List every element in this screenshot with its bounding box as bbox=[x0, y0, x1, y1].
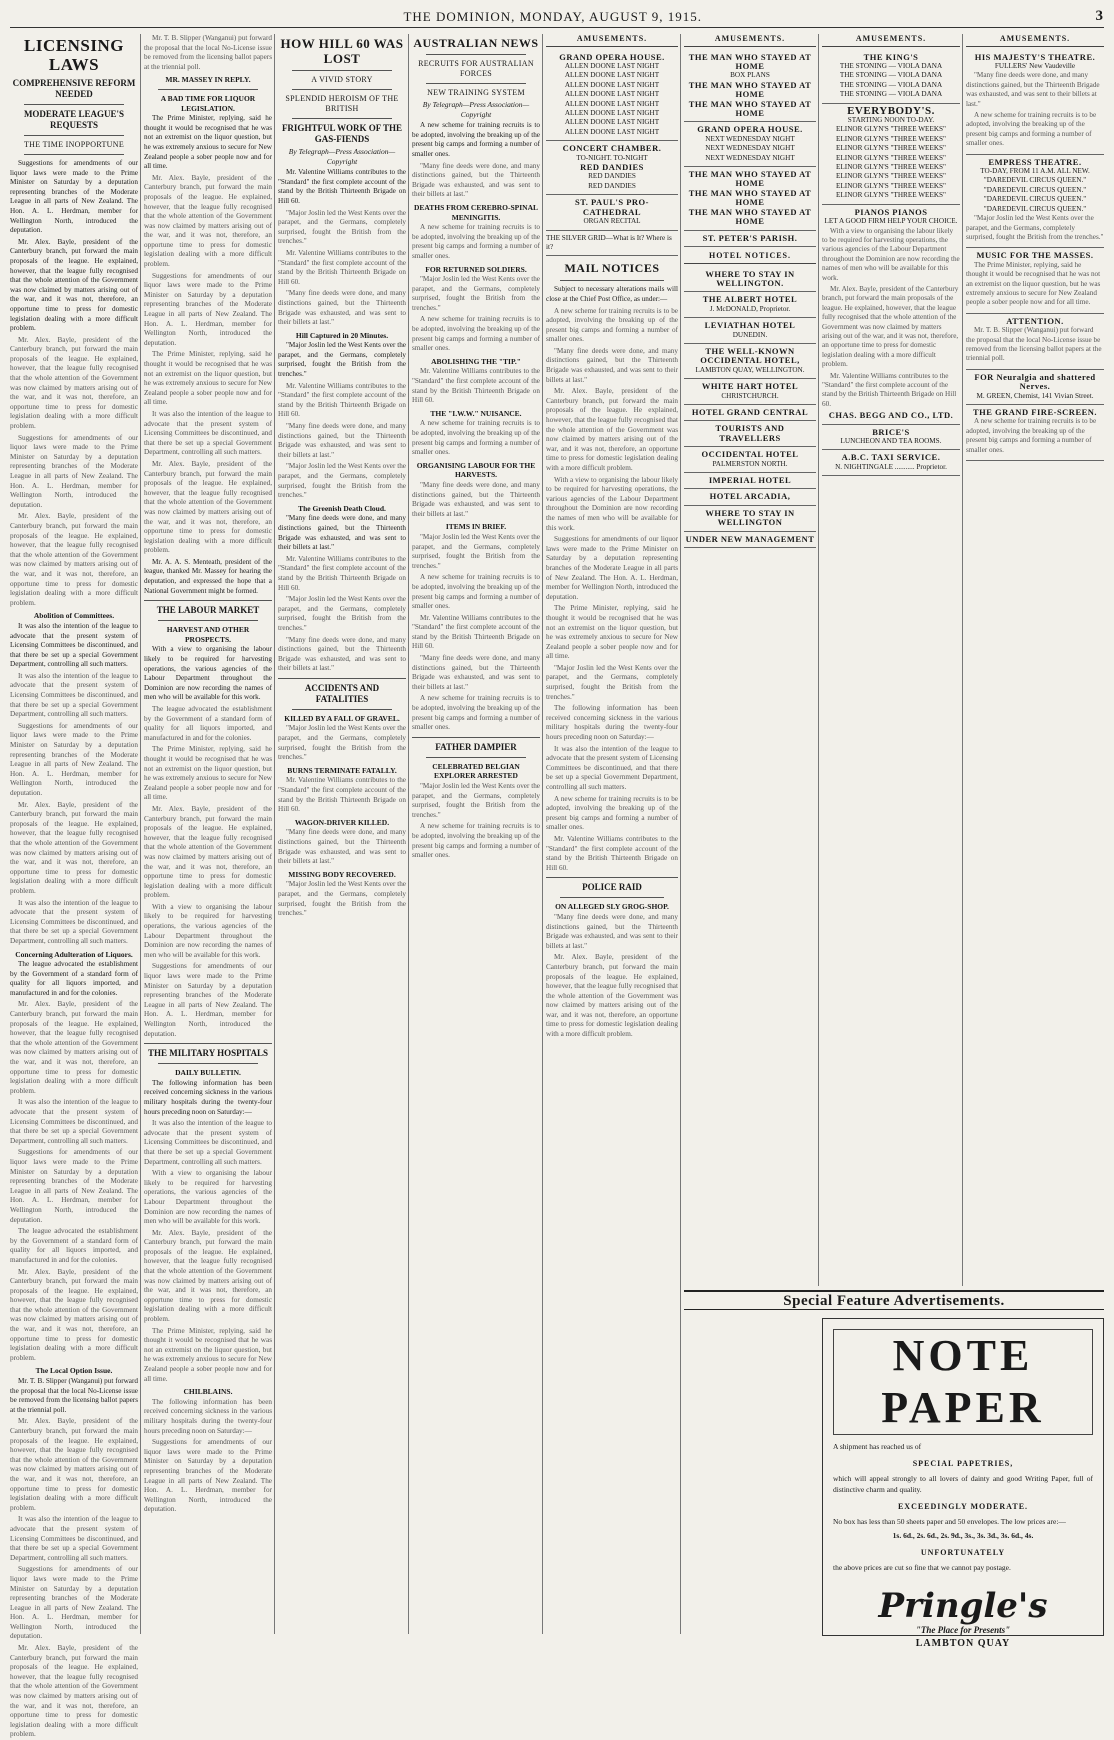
section-heading: DEATHS FROM CEREBRO-SPINAL MENINGITIS. bbox=[413, 202, 539, 222]
section-header: HOTEL NOTICES. bbox=[684, 251, 816, 264]
article-paragraph: Mr. Valentine Williams contributes to the "Standard" the first complete account of the stand by the British Thirteenth Brigade on Hill 60. bbox=[412, 367, 540, 405]
advertisement bbox=[684, 231, 816, 247]
article-subhead: COMPREHENSIVE REFORM NEEDED bbox=[12, 78, 136, 99]
ad-line: THE STONING — VIOLA DANA bbox=[839, 80, 943, 89]
ad-line: ALLEN DOONE LAST NIGHT bbox=[564, 118, 660, 127]
article-paragraph: A new scheme for training recruits is to be adopted, involving the breaking up of the present big camps and forming a number of smaller ones. bbox=[412, 121, 540, 158]
ad-title: THE WELL-KNOWN OCCIDENTAL HOTEL, bbox=[700, 345, 800, 366]
ad-line: A shipment has reached us of bbox=[833, 1442, 922, 1451]
article-paragraph: "Major Joslin led the West Kents over the parapet, and the Germans, completely surprised, fought the British from the trenches." bbox=[546, 663, 678, 701]
ad-title: THE MAN WHO STAYED AT HOME bbox=[688, 169, 812, 189]
ad-title: HOTEL GRAND CENTRAL bbox=[691, 406, 809, 417]
article-paragraph: Suggestions for amendments of our liquor laws were made to the Prime Minister on Saturday by a deputation representing branches of the Moderate League in all parts of New Zealand. The Hon. A. L. Herdman, member for Wellington North, introduced the deputation. bbox=[144, 962, 272, 1038]
article-headline: ACCIDENTS AND FATALITIES bbox=[304, 682, 380, 704]
article-paragraph: Suggestions for amendments of our liquor laws were made to the Prime Minister on Saturday by a deputation representing branches of the Moderate League in all parts of New Zealand. The Hon. A. L. Herdman, member for Wellington North, introduced the deputation. bbox=[144, 1438, 272, 1514]
article-paragraph: "Many fine deeds were done, and many distinctions gained, but the Thirteenth Brigade was exhausted, and was sent to their billets at last." bbox=[278, 422, 406, 459]
article-paragraph: Suggestions for amendments of our liquor laws were made to the Prime Minister on Saturday by a deputation representing branches of the Moderate League in all parts of New Zealand. The Hon. A. L. Herdman, member for Wellington North, introduced the deputation. bbox=[10, 1148, 138, 1224]
advertisement bbox=[684, 473, 816, 489]
ad-line: ELINOR GLYN'S "THREE WEEKS" bbox=[836, 153, 946, 162]
ad-line: No box has less than 50 sheets paper and 50 envelopes. The low prices are:— bbox=[833, 1517, 1066, 1526]
ad-line: NEXT WEDNESDAY NIGHT bbox=[705, 134, 795, 143]
article-paragraph: A new scheme for training recruits is to be adopted, involving the breaking up of the present big camps and forming a number of smaller ones. bbox=[546, 794, 678, 832]
advertisement bbox=[684, 318, 816, 344]
article-paragraph: "Major Joslin led the West Kents over the parapet, and the Germans, completely surprised, fought the British from the trenches." bbox=[278, 208, 406, 246]
ad-title: THE MAN WHO STAYED AT HOME bbox=[688, 187, 812, 208]
column-rule bbox=[274, 34, 275, 1634]
ad-title: ST. PETER'S PARISH. bbox=[702, 232, 798, 243]
ad-body: With a view to organising the labour likely to be required for harvesting operations, the various agencies of the Labour Department throughout the Dominion are now recording the names of men who will be available for this work. bbox=[822, 226, 960, 282]
ad-line: ALLEN DOONE LAST NIGHT bbox=[564, 71, 660, 80]
article-subhead: MODERATE LEAGUE'S REQUESTS bbox=[23, 109, 125, 130]
ad-title: WHERE TO STAY IN WELLINGTON bbox=[705, 507, 795, 528]
advertisement bbox=[822, 50, 960, 104]
ad-line: "DAREDEVIL CIRCUS QUEEN." bbox=[983, 195, 1087, 204]
article-headline: FATHER DAMPIER bbox=[435, 741, 517, 752]
article-paragraph: "Many fine deeds were done, and many distinctions gained, but the Thirteenth Brigade was exhausted, and was sent to their billets at last." bbox=[412, 161, 540, 199]
ad-line: FULLERS' New Vaudeville bbox=[994, 62, 1076, 70]
article-paragraph: "Many fine deeds were done, and many distinctions gained, but the Thirteenth Brigade was exhausted, and was sent to their billets at last." bbox=[278, 289, 406, 327]
article-paragraph: Mr. Alex. Bayle, president of the Canterbury branch, put forward the main proposals of the league. He explained, however, that the league fully recognised that the whole attention of the Government was now claimed by matters arising out of the war, and it was not, therefore, an opportune time to press for domestic legislation dealing with a more difficult problem. bbox=[144, 1228, 272, 1324]
article-paragraph: "Major Joslin led the West Kents over the parapet, and the Germans, completely surprised, fought the British from the trenches." bbox=[278, 880, 406, 918]
article-paragraph: The Prime Minister, replying, said he thought it would be recognised that he was not an extremist on the liquor question, but he was extremely anxious to secure for New Zealand people a sober people now and for all time. bbox=[144, 350, 272, 407]
ad-line: CHRISTCHURCH. bbox=[721, 391, 779, 400]
ad-body: A new scheme for training recruits is to be adopted, involving the breaking up of the present big camps and forming a number of smaller ones. bbox=[966, 417, 1097, 454]
column-rule bbox=[542, 34, 543, 1634]
ad-title: THE ALBERT HOTEL bbox=[702, 294, 798, 305]
ad-title: WHERE TO STAY IN WELLINGTON. bbox=[705, 268, 795, 288]
ad-line: ALLEN DOONE LAST NIGHT bbox=[564, 80, 660, 89]
article-paragraph: Mr. Alex. Bayle, president of the Canterbury branch, put forward the main proposals of the league. He explained, however, that the league fully recognised that the whole attention of the Government was now claimed by matters arising out of the war, and it was not, therefore, an opportune time to press for domestic legislation dealing with a more difficult problem. bbox=[10, 512, 138, 607]
section-heading: WAGON-DRIVER KILLED. bbox=[294, 817, 390, 827]
ad-line: THE SILVER GRID—What is It? Where is it? bbox=[546, 233, 672, 251]
article-paragraph: Mr. Alex. Bayle, president of the Canterbury branch, put forward the main proposals of the league. He explained, however, that the league fully recognised that the whole attention of the Government was now claimed by matters arising out of the war, and it was not, therefore, an opportune time to press for domestic legislation dealing with a more difficult problem. bbox=[546, 953, 678, 1039]
ad-line: LAMBTON QUAY, WELLINGTON. bbox=[695, 365, 805, 374]
section-heading: HARVEST AND OTHER PROSPECTS. bbox=[166, 625, 250, 644]
ad-title: CONCERT CHAMBER. bbox=[562, 143, 662, 154]
ad-line: LUNCHEON AND TEA ROOMS. bbox=[840, 437, 942, 446]
article-paragraph: A new scheme for training recruits is to be adopted, involving the breaking up of the present big camps and forming a number of smaller ones. bbox=[412, 223, 540, 260]
article-paragraph: A new scheme for training recruits is to be adopted, involving the breaking up of the present big camps and forming a number of smaller ones. bbox=[412, 822, 540, 860]
ad-line: ALLEN DOONE LAST NIGHT bbox=[564, 127, 660, 136]
ad-title: MUSIC FOR THE MASSES. bbox=[976, 250, 1094, 261]
section-heading: Concerning Adulteration of Liquors. bbox=[15, 949, 133, 959]
article-paragraph: A new scheme for training recruits is to be adopted, involving the breaking up of the present big camps and forming a number of smaller ones. bbox=[546, 306, 678, 344]
advertisement bbox=[966, 50, 1104, 155]
section-heading: FOR RETURNED SOLDIERS. bbox=[425, 264, 527, 274]
advertisement bbox=[966, 248, 1104, 313]
advertisement bbox=[684, 421, 816, 447]
article-paragraph: "Major Joslin led the West Kents over the parapet, and the Germans, completely surprised, fought the British from the trenches." bbox=[412, 532, 540, 570]
advertisement bbox=[684, 405, 816, 421]
column-rule bbox=[408, 34, 409, 1634]
ad-title: THE MAN WHO STAYED AT HOME bbox=[688, 98, 812, 119]
ad-line: M. GREEN, Chemist, 141 Vivian Street. bbox=[976, 391, 1094, 400]
column-australian-news bbox=[412, 34, 540, 1640]
article-paragraph: "Major Joslin led the West Kents over the parapet, and the Germans, completely surprised, fought the British from the trenches." bbox=[278, 724, 406, 762]
column-amusements-pianos bbox=[822, 34, 960, 1284]
ad-tagline: "The Place for Presents" bbox=[915, 1625, 1011, 1635]
advertisement bbox=[822, 104, 960, 205]
article-paragraph: It was also the intention of the league to advocate that the present system of Licensing Committees be discontinued, and that there be set up a special Government Department, controlling all such matters. bbox=[10, 1515, 138, 1562]
advertisement bbox=[822, 450, 960, 476]
advertisement bbox=[546, 231, 678, 257]
article-paragraph: The Prime Minister, replying, said he thought it would be recognised that he was not an extremist on the liquor question, but he was extremely anxious to secure for New Zealand people a sober people now and for all time. bbox=[144, 114, 272, 171]
advertisement bbox=[966, 370, 1104, 405]
article-paragraph: "Major Joslin led the West Kents over the parapet, and the Germans, completely surprised, fought the British from the trenches." bbox=[412, 275, 540, 312]
article-paragraph: Mr. Alex. Bayle, president of the Canterbury branch, put forward the main proposals of the league. He explained, however, that the league fully recognised that the whole attention of the Government was now claimed by matters arising out of the war, and it was not, therefore, an opportune time to press for domestic legislation dealing with a more difficult problem. bbox=[144, 173, 272, 269]
article-subhead: THE TIME INOPPORTUNE bbox=[23, 140, 125, 149]
article-paragraph: Mr. Valentine Williams contributes to the "Standard" the first complete account of the stand by the British Thirteenth Brigade on Hill 60. bbox=[412, 613, 540, 651]
article-headline: HOW HILL 60 WAS LOST bbox=[280, 36, 404, 66]
ad-line: the above prices are cut so fine that we cannot pay postage. bbox=[833, 1563, 1011, 1572]
article-paragraph: Mr. Alex. Bayle, president of the Canterbury branch, put forward the main proposals of the league. He explained, however, that the league fully recognised that the whole attention of the Government was now claimed by matters arising out of the war, and it was not, therefore, an opportune time to press for domestic legislation dealing with a more difficult problem. bbox=[144, 459, 272, 555]
section-heading: THE "I.W.W." NUISANCE. bbox=[430, 408, 522, 418]
article-subhead: SPLENDID HEROISM OF THE BRITISH bbox=[285, 94, 399, 113]
ad-line: "DAREDEVIL CIRCUS QUEEN." bbox=[983, 185, 1087, 194]
advertisement bbox=[546, 195, 678, 230]
article-paragraph: With a view to organising the labour likely to be required for harvesting operations, the various agencies of the Labour Department throughout the Dominion are now recording the names of men who will be available for this work. bbox=[546, 475, 678, 532]
article-paragraph: Suggestions for amendments of our liquor laws were made to the Prime Minister on Saturday by a deputation representing branches of the Moderate League in all parts of New Zealand. The Hon. A. L. Herdman, member for Wellington North, introduced the deputation. bbox=[10, 159, 138, 235]
ad-line: RED DANDIES bbox=[588, 181, 636, 190]
article-headline: AUSTRALIAN NEWS bbox=[413, 36, 539, 50]
ad-title: ATTENTION. bbox=[1006, 315, 1064, 326]
ad-title: WHITE HART HOTEL bbox=[701, 381, 799, 392]
article-paragraph: "Many fine deeds were done, and many distinctions gained, but the Thirteenth Brigade was exhausted, and was sent to their billets at last." bbox=[546, 346, 678, 384]
article-paragraph: "Major Joslin led the West Kents over the parapet, and the Germans, completely surprised, fought the British from the trenches." bbox=[278, 595, 406, 632]
article-paragraph: Mr. Alex. Bayle, president of the Canterbury branch, put forward the main proposals of the league. He explained, however, that the league fully recognised that the whole attention of the Government was now claimed by matters arising out of the war, and it was not, therefore, an opportune time to press for domestic legislation dealing with a more difficult problem. bbox=[10, 1644, 138, 1739]
advertisement bbox=[684, 167, 816, 230]
article-paragraph: Mr. Alex. Bayle, president of the Canterbury branch, put forward the main proposals of the league. He explained, however, that the league fully recognised that the whole attention of the Government was now claimed by matters arising out of the war, and it was not, therefore, an opportune time to press for domestic legislation dealing with a more difficult problem. bbox=[144, 804, 272, 900]
article-paragraph: "Major Joslin led the West Kents over the parapet, and the Germans, completely surprised, fought the British from the trenches." bbox=[278, 341, 406, 379]
ad-line: THE STONING — VIOLA DANA bbox=[839, 71, 943, 80]
advertisement bbox=[684, 506, 816, 532]
ad-title: HIS MAJESTY'S THEATRE. bbox=[974, 51, 1096, 62]
ad-title: THE MAN WHO STAYED AT HOME bbox=[688, 79, 812, 100]
article-paragraph: The league advocated the establishment by the Government of a standard form of quality for all liquors imported, and manufactured in and for the colonies. bbox=[10, 960, 138, 997]
ad-title: BRICE'S bbox=[872, 426, 910, 437]
ad-line: N. NIGHTINGALE ........... Proprietor. bbox=[835, 462, 947, 471]
ad-body: The Prime Minister, replying, said he thought it would be recognised that he was not an extremist on the liquor question, but he was extremely anxious to secure for New Zealand people a sober people now and for all time. bbox=[966, 260, 1101, 307]
article-paragraph: Mr. Valentine Williams contributes to the "Standard" the first complete account of the stand by the British Thirteenth Brigade on Hill 60. bbox=[278, 554, 406, 592]
section-heading: BURNS TERMINATE FATALLY. bbox=[287, 765, 397, 775]
ad-line: ELINOR GLYN'S "THREE WEEKS" bbox=[836, 144, 946, 153]
article-paragraph: The following information has been received concerning sickness in the various military hospitals during the twenty-four hours preceding noon on Saturday:— bbox=[144, 1078, 272, 1116]
ad-body: A new scheme for training recruits is to be adopted, involving the breaking up of the present big camps and forming a number of smaller ones. bbox=[966, 111, 1097, 148]
ad-title: GRAND OPERA HOUSE. bbox=[559, 51, 665, 62]
article-paragraph: Mr. Alex. Bayle, president of the Canterbury branch, put forward the main proposals of the league. He explained, however, that the league fully recognised that the whole attention of the Government was now claimed by matters arising out of the war, and it was not, therefore, an opportune time to press for domestic legislation dealing with a more difficult problem. bbox=[10, 1000, 138, 1095]
page-number: 3 bbox=[1095, 8, 1104, 24]
article-paragraph: Mr. Alex. Bayle, president of the Canterbury branch, put forward the main proposals of the league. He explained, however, that the league fully recognised that the whole attention of the Government was now claimed by matters arising out of the war, and it was not, therefore, an opportune time to press for domestic legislation dealing with a more difficult problem. bbox=[546, 387, 678, 472]
ad-title: EVERYBODY'S. bbox=[847, 104, 935, 117]
ad-line: J. McDONALD, Proprietor. bbox=[709, 304, 791, 313]
article-paragraph: It was also the intention of the league to advocate that the present system of Licensing Committees be discontinued, and that there be set up a special Government Department, controlling all such matters. bbox=[10, 898, 138, 945]
article-paragraph: With a view to organising the labour likely to be required for harvesting operations, the various agencies of the Labour Department throughout the Dominion are now recording the names of men who will be available for this work. bbox=[144, 1169, 272, 1226]
section-header: AMUSEMENTS. bbox=[546, 34, 678, 47]
article-headline: POLICE RAID bbox=[582, 882, 642, 893]
section-heading: ABOLISHING THE "TIP." bbox=[431, 356, 521, 366]
ad-title: OCCIDENTAL HOTEL bbox=[701, 449, 799, 460]
article-paragraph: "Many fine deeds were done, and many distinctions gained, but the Thirteenth Brigade was exhausted, and was sent to their billets at last." bbox=[412, 654, 540, 691]
article-paragraph: Mr. T. B. Slipper (Wanganui) put forward the proposal that the local No-License issue be removed from the licensing ballot papers at the triennial poll. bbox=[144, 34, 272, 71]
section-heading: MISSING BODY RECOVERED. bbox=[288, 869, 396, 879]
article-paragraph: The league advocated the establishment by the Government of a standard form of quality for all liquors imported, and manufactured in and for the colonies. bbox=[144, 705, 272, 742]
article-paragraph: A new scheme for training recruits is to be adopted, involving the breaking up of the present big camps and forming a number of smaller ones. bbox=[412, 573, 540, 611]
ad-line: THE STONING — VIOLA DANA bbox=[839, 90, 943, 99]
section-heading: A BAD TIME FOR LIQUOR LEGISLATION. bbox=[160, 93, 256, 113]
article-paragraph: Mr. Alex. Bayle, president of the Canterbury branch, put forward the main proposals of the league. He explained, however, that the league fully recognised that the whole attention of the Government was now claimed by matters arising out of the war, and it was not, therefore, an opportune time to press for domestic legislation dealing with a more difficult problem. bbox=[10, 1267, 138, 1362]
ad-line: ELINOR GLYN'S "THREE WEEKS" bbox=[836, 134, 946, 143]
column-amusements-mail bbox=[546, 34, 678, 1640]
section-heading: Abolition of Committees. bbox=[33, 611, 115, 621]
ad-title: THE GRAND FIRE-SCREEN. bbox=[972, 407, 1098, 417]
article-subhead: NEW TRAINING SYSTEM bbox=[427, 88, 525, 97]
article-paragraph: It was also the intention of the league to advocate that the present system of Licensing Committees be discontinued, and that there be set up a special Government Department, controlling all such matters. bbox=[144, 409, 272, 457]
ad-line: LET A GOOD FIRM HELP YOUR CHOICE. bbox=[824, 217, 958, 226]
article-paragraph: Suggestions for amendments of our liquor laws were made to the Prime Minister on Saturday by a deputation representing branches of the Moderate League in all parts of New Zealand. The Hon. A. L. Herdman, member for Wellington North, introduced the deputation. bbox=[10, 1565, 138, 1641]
column-rule bbox=[818, 34, 819, 1286]
article-paragraph: Mr. Valentine Williams contributes to the "Standard" the first complete account of the stand by the British Thirteenth Brigade on Hill 60. bbox=[278, 248, 406, 286]
ad-line: DUNEDIN. bbox=[732, 330, 768, 339]
article-paragraph: "Many fine deeds were done, and many distinctions gained, but the Thirteenth Brigade was exhausted, and was sent to their billets at last." bbox=[412, 480, 540, 518]
ad-line: ORGAN RECITAL bbox=[583, 217, 641, 226]
ad-line: THE STONING — VIOLA DANA bbox=[839, 62, 943, 70]
article-paragraph: It was also the intention of the league to advocate that the present system of Licensing Committees be discontinued, and that there be set up a special Government Department, controlling all such matters. bbox=[546, 744, 678, 791]
ad-line: NEXT WEDNESDAY NIGHT bbox=[705, 153, 795, 162]
advertisement bbox=[822, 425, 960, 451]
ad-caption: EXCEEDINGLY MODERATE. bbox=[897, 1502, 1029, 1511]
ad-address: LAMBTON QUAY bbox=[915, 1638, 1011, 1649]
article-paragraph: Mr. A. A. S. Menteath, president of the league, thanked Mr. Massey for hearing the deputation, and expressed the hope that a National Government might be formed. bbox=[144, 557, 272, 595]
advertisement bbox=[684, 489, 816, 505]
ad-title: EMPRESS THEATRE. bbox=[988, 156, 1082, 167]
ad-line: ELINOR GLYN'S "THREE WEEKS" bbox=[836, 163, 946, 172]
article-paragraph: Mr. Alex. Bayle, president of the Canterbury branch, put forward the main proposals of the league. He explained, however, that the league fully recognised that the whole attention of the Government was now claimed by matters arising out of the war, and it was not, therefore, an opportune time to press for domestic legislation dealing with a more difficult problem. bbox=[10, 237, 138, 333]
section-header: AMUSEMENTS. bbox=[684, 34, 816, 47]
masthead-title: THE DOMINION, MONDAY, AUGUST 9, 1915. bbox=[403, 8, 703, 24]
advertisement bbox=[546, 141, 678, 195]
article-paragraph: Mr. T. B. Slipper (Wanganui) put forward the proposal that the local No-License issue be removed from the licensing ballot papers at the triennial poll. bbox=[10, 1377, 138, 1414]
article-paragraph: It was also the intention of the league to advocate that the present system of Licensing Committees be discontinued, and that there be set up a special Government Department, controlling all such matters. bbox=[10, 671, 138, 719]
ad-line: RED DANDIES bbox=[588, 172, 636, 181]
article-paragraph: The Prime Minister, replying, said he thought it would be recognised that he was not an extremist on the liquor question, but he was extremely anxious to secure for New Zealand people a sober people now and for all time. bbox=[144, 745, 272, 802]
section-heading: CHILBLAINS. bbox=[183, 1387, 233, 1397]
section-heading: Hill Captured in 20 Minutes. bbox=[295, 330, 389, 340]
ad-title: GRAND OPERA HOUSE. bbox=[697, 124, 803, 135]
section-heading: CELEBRATED BELGIAN EXPLORER ARRESTED bbox=[432, 761, 520, 781]
section-heading: DAILY BULLETIN. bbox=[175, 1068, 241, 1078]
article-paragraph: "Many fine deeds were done, and many distinctions gained, but the Thirteenth Brigade was exhausted, and was sent to their billets at last." bbox=[546, 912, 678, 950]
article-paragraph: Suggestions for amendments of our liquor laws were made to the Prime Minister on Saturday by a deputation representing branches of the Moderate League in all parts of New Zealand. The Hon. A. L. Herdman, member for Wellington North, introduced the deputation. bbox=[144, 271, 272, 347]
ad-line: ELINOR GLYN'S "THREE WEEKS" bbox=[836, 125, 946, 134]
column-licensing bbox=[10, 34, 138, 1739]
section-heading: The Local Option Issue. bbox=[35, 1366, 113, 1376]
ad-title: ST. PAUL'S PRO-CATHEDRAL bbox=[574, 197, 649, 217]
ad-title: FOR Neuralgia and shattered Nerves. bbox=[974, 371, 1096, 392]
article-paragraph: The Prime Minister, replying, said he thought it would be recognised that he was not an extremist on the liquor question, but he was extremely anxious to secure for New Zealand people a sober people now and for all time. bbox=[546, 604, 678, 661]
article-paragraph: A new scheme for training recruits is to be adopted, involving the breaking up of the present big camps and forming a number of smaller ones. bbox=[412, 694, 540, 732]
article-headline: LICENSING LAWS bbox=[24, 36, 124, 74]
article-subhead: RECRUITS FOR AUSTRALIAN FORCES bbox=[418, 59, 534, 78]
wire-credit: By Telegraph—Press Association—Copyright bbox=[288, 147, 396, 166]
pringles-logo: Pringle's bbox=[878, 1586, 1048, 1626]
ad-line: NEXT WEDNESDAY NIGHT bbox=[705, 144, 795, 153]
article-paragraph: Suggestions for amendments of our liquor laws were made to the Prime Minister on Saturday by a deputation representing branches of the Moderate League in all parts of New Zealand. The Hon. A. L. Herdman, member for Wellington North, introduced the deputation. bbox=[546, 535, 678, 601]
ad-line: ALLEN DOONE LAST NIGHT bbox=[564, 90, 660, 99]
article-paragraph: The league advocated the establishment by the Government of a standard form of quality for all liquors imported, and manufactured in and for the colonies. bbox=[10, 1227, 138, 1264]
ad-line: "DAREDEVIL CIRCUS QUEEN." bbox=[983, 176, 1087, 185]
ad-title: A.B.C. TAXI SERVICE. bbox=[841, 452, 941, 463]
article-paragraph: The Prime Minister, replying, said he thought it would be recognised that he was not an extremist on the liquor question, but he was extremely anxious to secure for New Zealand people a sober people now and for all time. bbox=[144, 1326, 272, 1383]
article-paragraph: With a view to organising the labour likely to be required for harvesting operations, the various agencies of the Labour Department throughout the Dominion are now recording the names of men who will be available for this work. bbox=[144, 645, 272, 702]
advertisement bbox=[684, 344, 816, 379]
column-rule bbox=[680, 34, 681, 1634]
article-paragraph: It was also the intention of the league to advocate that the present system of Licensing Committees be discontinued, and that there be set up a special Government Department, controlling all such matters. bbox=[144, 1119, 272, 1166]
section-heading: ON ALLEGED SLY GROG-SHOP. bbox=[555, 902, 669, 912]
article-paragraph: Mr. Valentine Williams contributes to the "Standard" the first complete account of the stand by the British Thirteenth Brigade on Hill 60. bbox=[278, 381, 406, 419]
ad-line: ELINOR GLYN'S "THREE WEEKS" bbox=[836, 172, 946, 181]
wire-credit: By Telegraph—Press Association—Copyright bbox=[422, 100, 530, 119]
ad-title: THE MAN WHO STAYED AT HOME bbox=[688, 206, 812, 227]
article-headline: MAIL NOTICES bbox=[564, 261, 660, 276]
ad-line: which will appeal strongly to all lovers of dainty and good Writing Paper, full of distinctive charm and quality. bbox=[833, 1474, 1093, 1494]
article-paragraph: The following information has been received concerning sickness in the various military hospitals during the twenty-four hours preceding noon on Saturday:— bbox=[144, 1397, 272, 1435]
article-paragraph: "Many fine deeds were done, and many distinctions gained, but the Thirteenth Brigade was exhausted, and was sent to their billets at last." bbox=[278, 828, 406, 866]
article-paragraph: It was also the intention of the league to advocate that the present system of Licensing Committees be discontinued, and that there be set up a special Government Department, controlling all such matters. bbox=[10, 1098, 138, 1145]
advertisement bbox=[684, 122, 816, 167]
ad-line: ALLEN DOONE LAST NIGHT bbox=[564, 62, 660, 70]
article-paragraph: A new scheme for training recruits is to be adopted, involving the breaking up of the present big camps and forming a number of smaller ones. bbox=[412, 315, 540, 353]
ad-title: RED DANDIES bbox=[580, 162, 644, 173]
article-paragraph: Mr. Valentine Williams contributes to the "Standard" the first complete account of the stand by the British Thirteenth Brigade on Hill 60. bbox=[278, 168, 406, 205]
article-paragraph: Mr. Alex. Bayle, president of the Canterbury branch, put forward the main proposals of the league. He explained, however, that the league fully recognised that the whole attention of the Government was now claimed by matters arising out of the war, and it was not, therefore, an opportune time to press for domestic legislation dealing with a more difficult problem. bbox=[10, 1417, 138, 1512]
article-paragraph: A new scheme for training recruits is to be adopted, involving the breaking up of the present big camps and forming a number of smaller ones. bbox=[412, 419, 540, 457]
article-paragraph: "Many fine deeds were done, and many distinctions gained, but the Thirteenth Brigade was exhausted, and was sent to their billets at last." bbox=[278, 635, 406, 673]
article-subhead: A VIVID STORY bbox=[311, 75, 373, 84]
article-paragraph: "Major Joslin led the West Kents over the parapet, and the Germans, completely surprised, fought the British from the trenches." bbox=[278, 462, 406, 500]
section-header: AMUSEMENTS. bbox=[822, 34, 960, 47]
ad-line: BOX PLANS bbox=[730, 71, 770, 80]
article-paragraph: "Many fine deeds were done, and many distinctions gained, but the Thirteenth Brigade was exhausted, and was sent to their billets at last." bbox=[278, 514, 406, 552]
ad-body: "Major Joslin led the West Kents over the parapet, and the Germans, completely surprised, fought the British from the trenches." bbox=[966, 214, 1104, 241]
advertisement bbox=[822, 205, 960, 425]
masthead bbox=[10, 6, 1104, 28]
ad-body: Mr. T. B. Slipper (Wanganui) put forward the proposal that the local No-License issue be removed from the licensing ballot papers at the triennial poll. bbox=[966, 326, 1102, 363]
ad-title: IMPERIAL HOTEL bbox=[708, 475, 792, 485]
advertisement bbox=[684, 267, 816, 293]
ad-line: ALLEN DOONE LAST NIGHT bbox=[564, 109, 660, 118]
special-feature-header: Special Feature Advertisements. bbox=[684, 1290, 1104, 1310]
article-paragraph: Suggestions for amendments of our liquor laws were made to the Prime Minister on Saturday by a deputation representing branches of the Moderate League in all parts of New Zealand. The Hon. A. L. Herdman, member for Wellington North, introduced the deputation. bbox=[10, 433, 138, 509]
ad-title: LEVIATHAN HOTEL bbox=[704, 320, 796, 331]
ad-title: HOTEL ARCADIA, bbox=[709, 491, 791, 502]
advertisement bbox=[684, 447, 816, 473]
ad-line: ELINOR GLYN'S "THREE WEEKS" bbox=[836, 191, 946, 200]
advertisement bbox=[546, 50, 678, 142]
ad-line: PALMERSTON NORTH. bbox=[712, 459, 788, 468]
article-subhead: FRIGHTFUL WORK OF THE GAS-FIENDS bbox=[281, 123, 403, 144]
column-amusements-theatre bbox=[966, 34, 1104, 1284]
advertisement bbox=[966, 405, 1104, 461]
column-amusements-hotels bbox=[684, 34, 816, 1284]
section-heading: KILLED BY A FALL OF GRAVEL. bbox=[284, 713, 400, 723]
column-rule bbox=[140, 34, 141, 1634]
note-paper-advertisement bbox=[822, 1318, 1104, 1649]
article-paragraph: "Major Joslin led the West Kents over the parapet, and the Germans, completely surprised, fought the British from the trenches." bbox=[412, 782, 540, 819]
ad-body: Mr. Alex. Bayle, president of the Canterbury branch, put forward the main proposals of the league. He explained, however, that the league fully recognised that the whole attention of the Government was now claimed by matters arising out of the war, and it was not, therefore, an opportune time to press for domestic legislation dealing with a more difficult problem. bbox=[822, 284, 959, 369]
article-paragraph: Mr. Alex. Bayle, president of the Canterbury branch, put forward the main proposals of the league. He explained, however, that the league fully recognised that the whole attention of the Government was now claimed by matters arising out of the war, and it was not, therefore, an opportune time to press for domestic legislation dealing with a more difficult problem. bbox=[10, 335, 138, 431]
article-paragraph: With a view to organising the labour likely to be required for harvesting operations, the various agencies of the Labour Department throughout the Dominion are now recording the names of men who will be available for this work. bbox=[144, 902, 272, 959]
advertisement bbox=[684, 50, 816, 123]
article-headline: THE MILITARY HOSPITALS bbox=[147, 1048, 269, 1059]
ad-title: PIANOS PIANOS bbox=[854, 206, 928, 217]
ad-caption: UNFORTUNATELY bbox=[920, 1548, 1006, 1557]
article-paragraph: It was also the intention of the league to advocate that the present system of Licensing Committees be discontinued, and that there be set up a special Government Department, controlling all such matters. bbox=[10, 621, 138, 669]
article-headline: THE LABOUR MARKET bbox=[156, 605, 260, 616]
article-paragraph: The following information has been received concerning sickness in the various military hospitals during the twenty-four hours preceding noon on Saturday:— bbox=[546, 704, 678, 742]
section-header: AMUSEMENTS. bbox=[966, 34, 1104, 47]
section-heading: The Greenish Death Cloud. bbox=[298, 503, 386, 513]
advertisement bbox=[684, 379, 816, 405]
advertisement bbox=[966, 155, 1104, 249]
article-paragraph: Mr. Alex. Bayle, president of the Canterbury branch, put forward the main proposals of the league. He explained, however, that the league fully recognised that the whole attention of the Government was now claimed by matters arising out of the war, and it was not, therefore, an opportune time to press for domestic legislation dealing with a more difficult problem. bbox=[10, 800, 138, 895]
ad-line: TO-NIGHT. TO-NIGHT bbox=[576, 153, 648, 162]
ad-title: CHAS. BEGG AND CO., LTD. bbox=[828, 410, 954, 421]
ad-line: TO-DAY, FROM 11 A.M. ALL NEW. bbox=[980, 167, 1090, 176]
section-heading: ORGANISING LABOUR FOR THE HARVESTS. bbox=[416, 460, 536, 480]
ad-title: TOURISTS AND TRAVELLERS bbox=[715, 423, 785, 443]
ad-title: THE MAN WHO STAYED AT HOME bbox=[688, 51, 812, 71]
article-paragraph: Suggestions for amendments of our liquor laws were made to the Prime Minister on Saturday by a deputation representing branches of the Moderate League in all parts of New Zealand. The Hon. A. L. Herdman, member for Wellington North, introduced the deputation. bbox=[10, 721, 138, 797]
ad-line: ALLEN DOONE LAST NIGHT bbox=[564, 99, 660, 108]
price-list: 1s. 6d., 2s. 6d., 2s. 9d., 3s., 3s. 3d., 3s. 6d., 4s. bbox=[892, 1531, 1034, 1540]
note-paper-title: NOTE PAPER bbox=[833, 1329, 1093, 1435]
column-rule bbox=[962, 34, 963, 1286]
column-hill-60 bbox=[278, 34, 406, 1640]
advertisement bbox=[966, 314, 1104, 370]
ad-body: Mr. Valentine Williams contributes to the "Standard" the first complete account of the stand by the British Thirteenth Brigade on Hill 60. bbox=[822, 371, 957, 408]
ad-caption: SPECIAL PAPETRIES, bbox=[912, 1459, 1014, 1468]
article-paragraph: Subject to necessary alterations mails will close at the Chief Post Office, as under:— bbox=[546, 285, 678, 303]
article-paragraph: Mr. Valentine Williams contributes to the "Standard" the first complete account of the stand by the British Thirteenth Brigade on Hill 60. bbox=[278, 776, 406, 814]
ad-line: STARTING NOON TO-DAY. bbox=[847, 116, 935, 125]
section-heading: MR. MASSEY IN REPLY. bbox=[165, 75, 251, 85]
ad-line: "DAREDEVIL CIRCUS QUEEN." bbox=[983, 204, 1087, 213]
ad-body: "Many fine deeds were done, and many distinctions gained, but the Thirteenth Brigade was exhausted, and was sent to their billets at last." bbox=[966, 71, 1100, 108]
ad-title: UNDER NEW MANAGEMENT bbox=[685, 533, 815, 544]
section-heading: ITEMS IN BRIEF. bbox=[445, 522, 507, 532]
ad-title: THE KING'S bbox=[863, 51, 919, 62]
column-massey-labour bbox=[144, 34, 272, 1640]
advertisement bbox=[684, 292, 816, 318]
advertisement bbox=[684, 532, 816, 548]
article-paragraph: Mr. Valentine Williams contributes to the "Standard" the first complete account of the stand by the British Thirteenth Brigade on Hill 60. bbox=[546, 834, 678, 872]
ad-line: ELINOR GLYN'S "THREE WEEKS" bbox=[836, 181, 946, 190]
